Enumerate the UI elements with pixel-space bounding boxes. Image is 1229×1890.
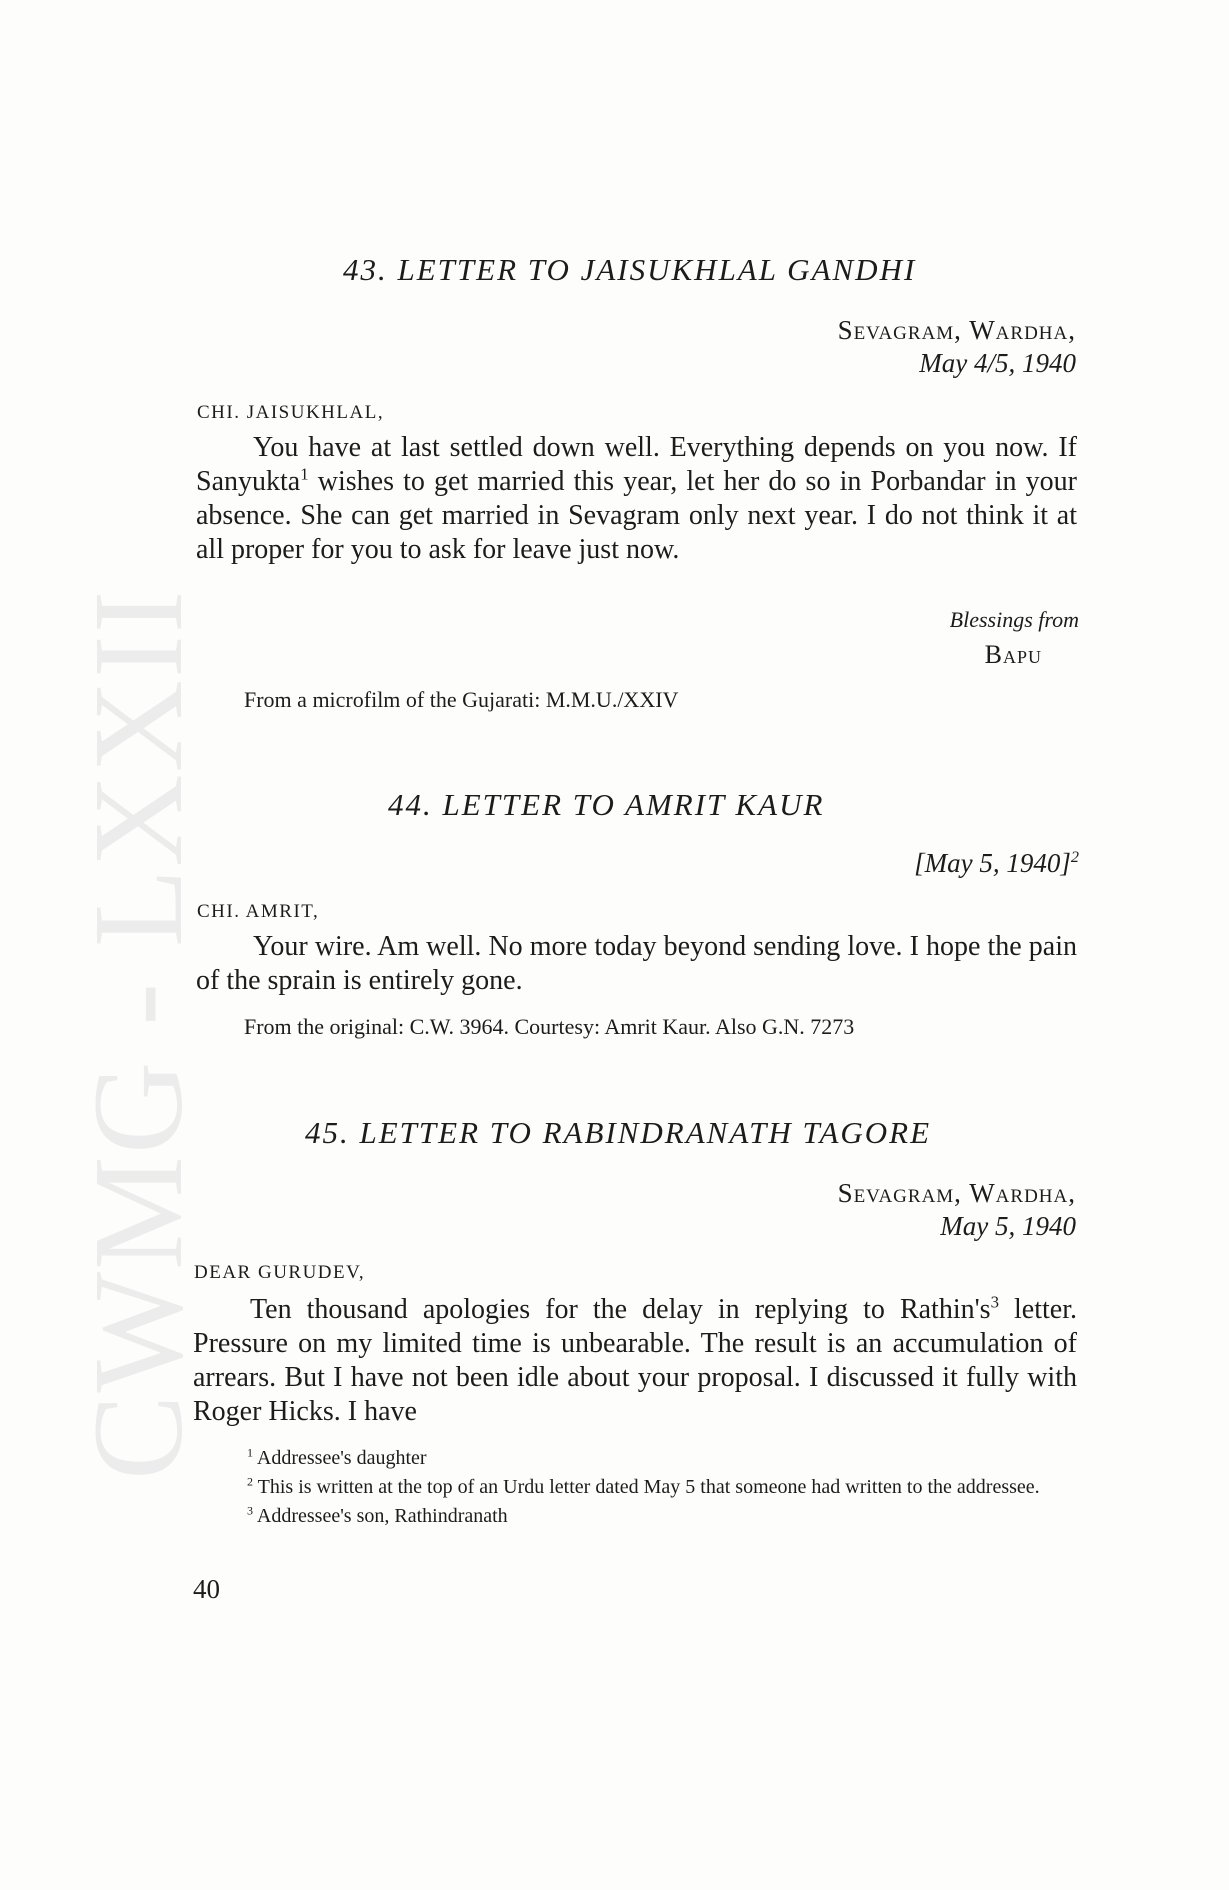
letter-43-closing: Blessings from bbox=[949, 607, 1079, 632]
page-number: 40 bbox=[193, 1574, 220, 1604]
letter-43-body: You have at last settled down well. Everything depends on you now. If Sanyukta$^1$ wishes to get married this year, let her do so in Porbandar in your absence. She can get married in Sevagram only next year. I do not think it at all proper for you to ask for leave just now. bbox=[196, 432, 1077, 565]
letter-43-place: Sevagram, Wardha, bbox=[837, 315, 1076, 345]
letter-44-source: From the original: C.W. 3964. Courtesy: Amrit Kaur. Also G.N. 7273 bbox=[244, 1014, 855, 1039]
watermark: CWMG - LXXII bbox=[67, 588, 209, 1480]
footnote-1: $^1$ Addressee's daughter bbox=[247, 1445, 427, 1469]
letter-43-date: May 4/5, 1940 bbox=[919, 348, 1076, 378]
letter-45-place: Sevagram, Wardha, bbox=[837, 1178, 1076, 1208]
letter-45-title: 45. LETTER TO RABINDRANATH TAGORE bbox=[305, 1115, 932, 1150]
footnote-ref-3: 3 bbox=[990, 1292, 999, 1312]
letter-43-salutation: CHI. JAISUKHLAL, bbox=[197, 402, 385, 423]
letter-43-source: From a microfilm of the Gujarati: M.M.U./XXIV bbox=[244, 687, 679, 712]
footnote-ref-2: 2 bbox=[1070, 848, 1079, 866]
footnotes bbox=[193, 1444, 1077, 1531]
footnote-3: $^3$ Addressee's son, Rathindranath bbox=[247, 1503, 508, 1527]
letter-44-body: Your wire. Am well. No more today beyond sending love. I hope the pain of the sprain is entirely gone. bbox=[196, 931, 1077, 996]
letter-45-date: May 5, 1940 bbox=[940, 1211, 1076, 1241]
footnote-ref-1: 1 bbox=[300, 464, 309, 484]
footnote-2: $^2$ This is written at the top of an Urdu letter dated May 5 that someone had written to the addressee. bbox=[247, 1474, 1040, 1498]
letter-44-date: [May 5, 1940]$^2$ bbox=[914, 848, 1079, 878]
letter-44-title: 44. LETTER TO AMRIT KAUR bbox=[388, 787, 825, 822]
letter-43-title: 43. LETTER TO JAISUKHLAL GANDHI bbox=[343, 252, 917, 287]
letter-44-salutation: CHI. AMRIT, bbox=[197, 901, 320, 922]
letter-45-body: Ten thousand apologies for the delay in replying to $Rathin's^3$ letter. Pressure on my limited time is unbearable. The result is an accumulation of arrears. But I have not been idle about your proposal. I discussed it fully with Roger Hicks. I have bbox=[193, 1292, 1077, 1427]
letter-43-signature: Bapu bbox=[984, 640, 1042, 669]
letter-45-salutation: DEAR GURUDEV, bbox=[194, 1262, 366, 1283]
